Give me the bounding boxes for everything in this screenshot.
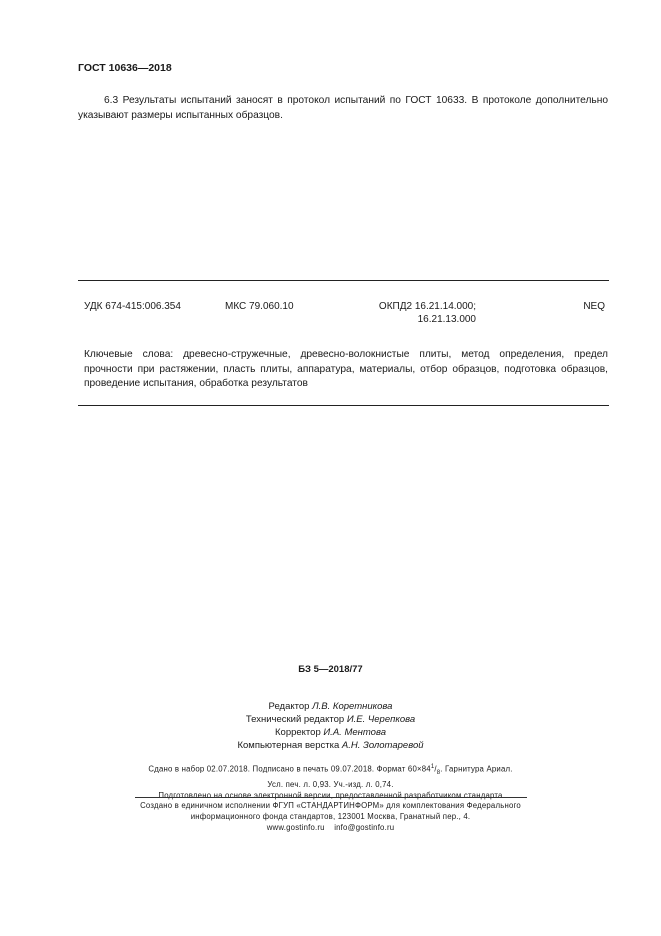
created-line-1: Создано в единичном исполнении ФГУП «СТАНДАРТИНФОРМ» для комплектования Федерального <box>140 801 521 810</box>
set-line: Сдано в набор 02.07.2018. Подписано в печать 09.07.2018. Формат $60\times 84^1/_8$. Гарнитура Ариал. <box>148 764 513 777</box>
prepared-line: Подготовлено на основе электронной версии, предоставленной разработчиком стандарта <box>158 791 503 801</box>
layout-name: А.Н. Золотаревой <box>341 740 424 751</box>
corrector-line <box>0 726 661 739</box>
layout-line <box>0 739 661 752</box>
layout-label: Компьютерная верстка <box>237 740 340 751</box>
section-paragraph <box>78 93 608 123</box>
editor-name: Л.В. Коретникова <box>312 701 393 712</box>
bz-number: БЗ 5—2018/77 <box>298 664 363 675</box>
divider-top <box>78 280 609 281</box>
publisher-info <box>0 800 661 833</box>
udk-code: УДК 674-415:006.354 <box>84 301 181 312</box>
tech-editor-label: Технический редактор <box>245 714 345 725</box>
okpd-code <box>369 300 476 326</box>
corrector-name: И.А. Ментова <box>323 727 386 738</box>
staff-credits <box>0 700 661 752</box>
font-line: . Гарнитура Ариал. <box>440 764 513 774</box>
document-header: ГОСТ 10636—2018 <box>78 62 172 74</box>
tech-editor-line <box>0 713 661 726</box>
section-text: Результаты испытаний заносят в протокол испытаний по ГОСТ 10633. В протоколе дополнительно указывают размеры испытанных образцов. <box>78 95 608 121</box>
format-sup: 1 <box>430 764 435 770</box>
website-link[interactable]: www.gostinfo.ru <box>266 823 325 832</box>
tech-editor-name: И.Е. Черепкова <box>346 714 416 725</box>
email-link[interactable]: info@gostinfo.ru <box>334 823 395 832</box>
editor-label: Редактор <box>268 701 310 712</box>
created-line-2: информационного фонда стандартов, 123001 Москва, Гранатный пер., 4. <box>190 812 471 821</box>
okpd-line-1: ОКПД2 16.21.14.000; <box>378 301 476 312</box>
okpd-line-2: 16.21.13.000 <box>417 314 476 325</box>
editor-line <box>0 700 661 713</box>
imprint-divider <box>135 797 527 798</box>
print-details <box>0 762 661 801</box>
mks-code: МКС 79.060.10 <box>225 301 294 312</box>
equivalence-mark: NEQ <box>583 301 605 312</box>
format-sub: 8 <box>436 770 441 777</box>
section-number: 6.3 <box>104 95 119 106</box>
print-sheets: Усл. печ. л. 0,93. Уч.-изд. л. 0,74. <box>267 780 394 790</box>
keywords: Ключевые слова: древесно-стружечные, древесно-волокнистые плиты, метод определения, предел прочности при растяжении, пласть плиты, аппаратура, материалы, отбор образцов, подготовка образцов, проведение испытания, обработка результатов <box>84 349 608 389</box>
divider-bottom <box>78 405 609 406</box>
set-line-text: Сдано в набор 02.07.2018. Подписано в печать 09.07.2018. Формат 60×84 <box>148 764 431 774</box>
contact-line <box>0 822 661 833</box>
corrector-label: Корректор <box>275 727 321 738</box>
